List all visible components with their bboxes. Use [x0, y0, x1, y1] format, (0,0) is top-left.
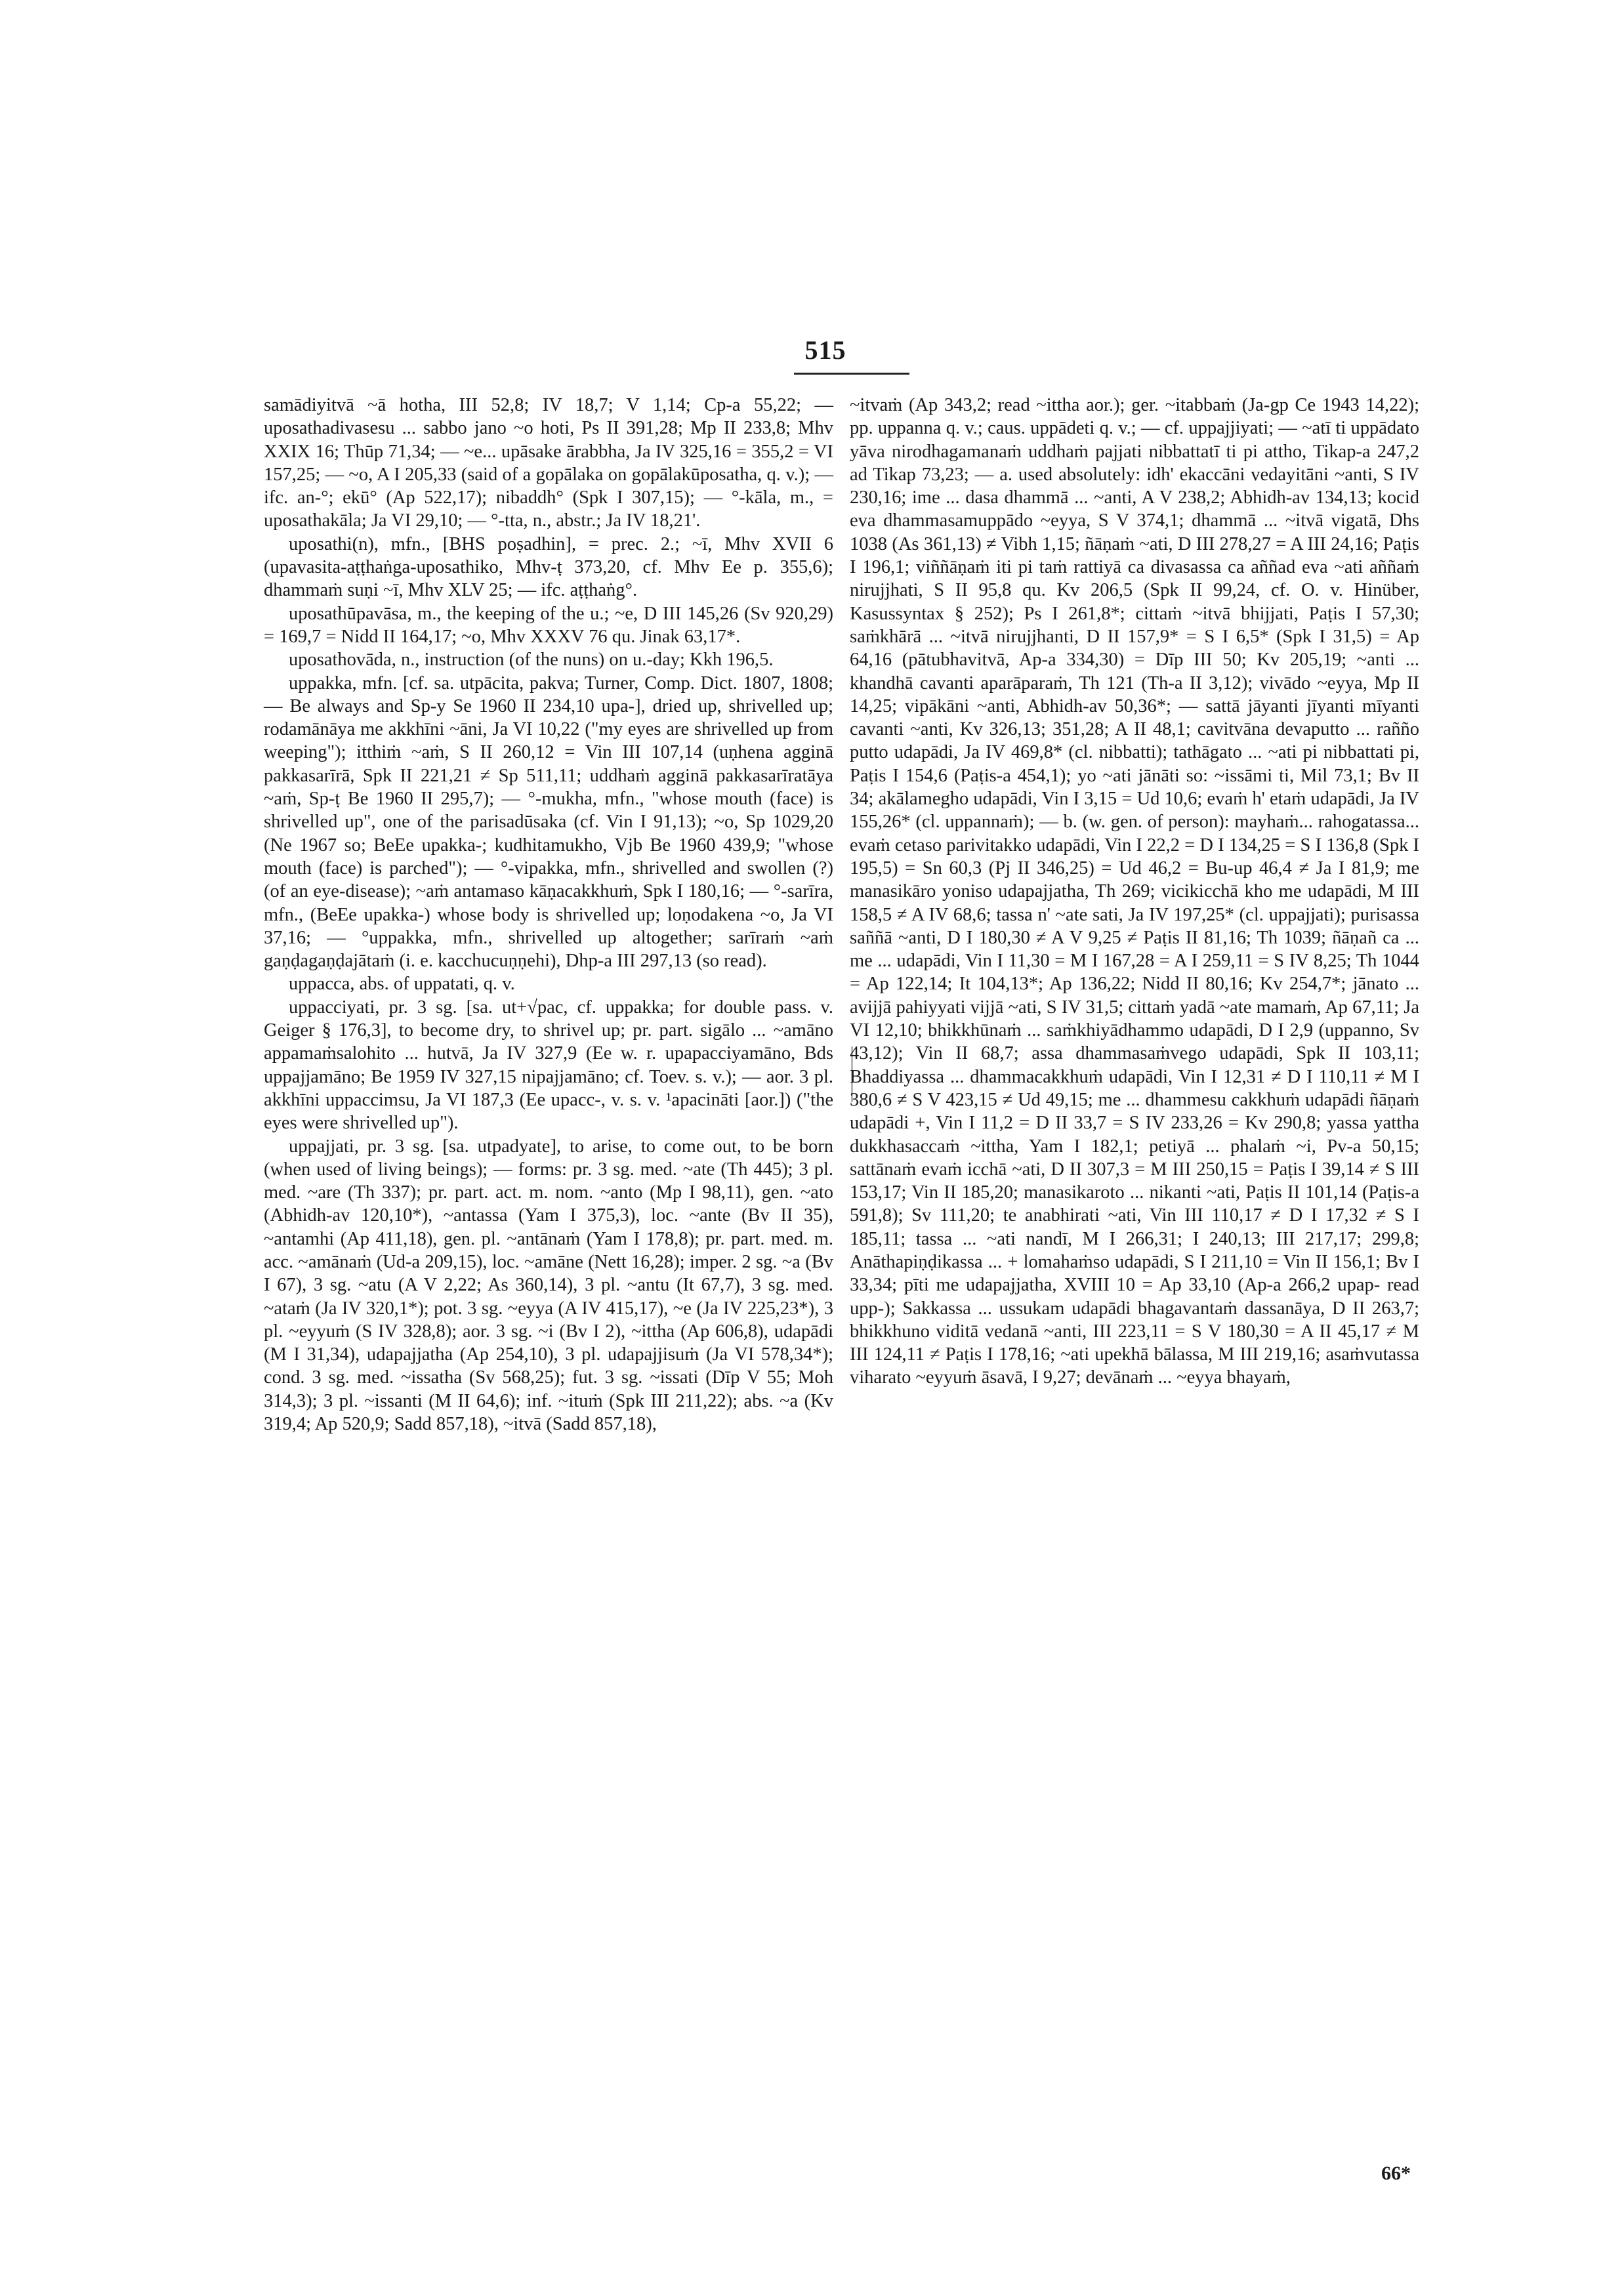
entry-uposathovada: uposathovāda, n., instruction (of the nuns) on u.-day; Kkh 196,5.	[289, 650, 774, 671]
entry-samadiyitva-continuation: samādiyitvā ~ā hotha, III 52,8; IV 18,7; V 1,14; Cp-a 55,22; — uposathadivasesu ... sabbo jano ~o hoti, Ps II 391,28; Mp II 233,8; Mhv XXIX 16; Thūp 71,34; — ~e... upāsake ārabbha, Ja IV 325,16 = 355,2 = VI 157,25; — ~o, A I 205,33 (said of a gopālaka on gopālakūposatha, q. v.); — ifc. an-°; ekū° (Ap 522,17); nibaddh° (Spk I 307,15); — °-kāla, m., = uposathakāla; Ja VI 29,10; — °-tta, n., abstr.; Ja IV 18,21'.	[264, 395, 833, 531]
entry-uppacciyati: uppacciyati, pr. 3 sg. [sa. ut+√pac, cf. uppakka; for double pass. v. Geiger § 176,3], to become dry, to shrivel up; pr. part. sigālo ... ~amāno appamaṁsalohito ... hutvā, Ja IV 327,9 (Ee w. r. upapacciyamāno, Bds uppajjamāno; Be 1959 IV 327,15 nipajjamāno; cf. Toev. s. v.); — aor. 3 pl. akkhīni uppaccimsu, Ja VI 187,3 (Ee upacc-, v. s. v. ¹apacināti [aor.]) ("the eyes were shrivelled up").	[264, 997, 833, 1134]
right-column	[850, 394, 1419, 1390]
entry-uposathupavasa: uposathūpavāsa, m., the keeping of the u.; ~e, D III 145,26 (Sv 920,29) = 169,7 = Nidd II 164,17; ~o, Mhv XXXV 76 qu. Jinak 63,17*.	[264, 603, 833, 647]
entry-uposathin: uposathi(n), mfn., [BHS poṣadhin], = prec. 2.; ~ī, Mhv XVII 6 (upavasita-aṭṭhaṅga-uposathiko, Mhv-ṭ 373,20, cf. Mhv Ee p. 355,6); dhammaṁ suṇi ~ī, Mhv XLV 25; — ifc. aṭṭhaṅg°.	[264, 533, 833, 601]
entry-uppakka: uppakka, mfn. [cf. sa. utpācita, pakva; Turner, Comp. Dict. 1807, 1808; — Be always and Sp-y Se 1960 II 234,10 upa-], dried up, shrivelled up; rodamānāya me akkhīni ~āni, Ja VI 10,22 ("my eyes are shrivelled up from weeping"); itthiṁ ~aṁ, S II 260,12 = Vin III 107,14 (uṇhena agginā pakkasarīrā, Spk II 221,21 ≠ Sp 511,11; uddhaṁ agginā pakkasarīratāya ~aṁ, Sp-ṭ Be 1960 II 295,7); — °-mukha, mfn., "whose mouth (face) is shrivelled up", one of the parisadūsaka (cf. Vin I 91,13); ~o, Sp 1029,20 (Ne 1967 so; BeEe upakka-; kudhitamukho, Vjb Be 1960 439,9; "whose mouth (face) is parched"); — °-vipakka, mfn., shrivelled and swollen (?) (of an eye-disease); ~aṁ antamaso kāṇacakkhuṁ, Spk I 180,16; — °-sarīra, mfn., (BeEe upakka-) whose body is shrivelled up; loṇodakena ~o, Ja VI 37,16; — °uppakka, mfn., shrivelled up altogether; sarīraṁ ~aṁ gaṇḍagaṇḍajātaṁ (i. e. kacchucuṇṇehi), Dhp-a III 297,13 (so read).	[264, 672, 833, 972]
header-rule	[794, 373, 909, 375]
entry-uppacca: uppacca, abs. of uppatati, q. v.	[289, 974, 515, 995]
entry-uppajjati-continuation: ~itvaṁ (Ap 343,2; read ~ittha aor.); ger. ~itabbaṁ (Ja-gp Ce 1943 14,22); pp. uppanna q. v.; caus. uppādeti q. v.; — cf. uppajjiyati; — ~atī ti uppādato yāva nirodhagamanaṁ uddhaṁ pajjati nibbattatī ti pi attho, Tikap-a 247,2 ad Tikap 73,23; — a. used absolutely: idh' ekaccāni vedayitāni ~anti, S IV 230,16; ime ... dasa dhammā ... ~anti, A V 238,2; Abhidh-av 134,13; kocid eva dhammasamuppādo ~eyya, S V 374,1; dhammā ... ~itvā vigatā, Dhs 1038 (As 361,13) ≠ Vibh 1,15; ñāṇaṁ ~ati, D III 278,27 = A III 24,16; Paṭis I 196,1; viññāṇaṁ iti pi taṁ rattiyā ca divasassa ca aññad eva ~ati aññaṁ nirujjhati, S II 95,8 qu. Kv 206,5 (Spk II 99,24, cf. O. v. Hinüber, Kasussyntax § 252); Ps I 261,8*; cittaṁ ~itvā bhijjati, Paṭis I 57,30; saṁkhārā ... ~itvā nirujjhanti, D II 157,9* = S I 6,5* (Spk I 31,5) = Ap 64,16 (pātubhavitvā, Ap-a 334,30) = Dīp III 50; Kv 205,19; ~anti ... khandhā cavanti aparāparaṁ, Th 121 (Th-a II 3,12); vivādo ~eyya, Mp II 14,25; vipākāni ~anti, Abhidh-av 50,36*; — sattā jāyanti jīyanti mīyanti cavanti ~anti, Kv 326,13; 351,28; A II 48,1; cavitvāna devaputto ... rañño putto udapādi, Ja IV 469,8* (cl. nibbatti); tathāgato ... ~ati pi nibbattati pi, Paṭis I 154,6 (Paṭis-a 454,1); yo ~ati jānāti so: ~issāmi ti, Mil 73,1; Bv II 34; akālamegho udapādi, Vin I 3,15 = Ud 10,6; evaṁ h' etaṁ udapādi, Ja IV 155,26* (cl. uppannaṁ); — b. (w. gen. of person): mayhaṁ... rahogatassa... evaṁ cetaso parivitakko udapādi, Vin I 22,2 = D I 134,25 = S I 136,8 (Spk I 195,5) = Sn 60,3 (Pj II 346,25) = Ud 46,2 = Bu-up 46,4 ≠ Ja I 81,9; me manasikāro yoniso udapajjatha, Th 269; vicikicchā kho me udapādi, M III 158,5 ≠ A IV 68,6; tassa n' ~ate sati, Ja IV 197,25* (cl. uppajjati); purisassa saññā ~anti, D I 180,30 ≠ A V 9,25 ≠ Paṭis II 81,16; Th 1039; ñāṇañ ca ... me ... udapādi, Vin I 11,30 = M I 167,28 = A I 259,11 = S IV 8,25; Th 1044 = Ap 122,14; It 104,13*; Ap 136,22; Nidd II 80,16; Kv 254,7*; jānato ... avijjā pahiyyati vijjā ~ati, S IV 31,5; cittaṁ yadā ~ate mamaṁ, Ap 67,11; Ja VI 12,10; bhikkhūnaṁ ... saṁkhiyādhammo udapādi, D I 2,9 (uppanno, Sv 43,12); Vin II 68,7; assa dhammasaṁvego udapādi, Spk II 103,11; Bhaddiyassa ... dhammacakkhuṁ udapādi, Vin I 12,31 ≠ D I 110,11 ≠ M I 380,6 ≠ S V 423,15 ≠ Ud 49,15; me ... dhammesu cakkhuṁ udapādi ñāṇaṁ udapādi +, Vin I 11,2 = D II 33,7 = S IV 233,26 = Kv 290,8; yassa yattha dukkhasaccaṁ ~ittha, Yam I 182,1; petiyā ... phalaṁ ~i, Pv-a 50,15; sattānaṁ evaṁ icchā ~ati, D II 307,3 = M III 250,15 = Paṭis I 39,14 ≠ S III 153,17; Vin II 185,20; manasikaroto ... nikanti ~ati, Paṭis II 101,14 (Paṭis-a 591,8); Sv 111,20; te anabhirati ~ati, Vin III 110,17 ≠ D I 17,32 ≠ S I 185,11; tassa ... ~ati nandī, M I 266,31; I 240,13; III 217,17; 299,8; Anāthapiṇḍikassa ... + lomahaṁso udapādi, S I 211,10 = Vin II 156,1; Bv I 33,34; pīti me udapajjatha, XVIII 10 = Ap 33,10 (Ap-a 266,2 upap- read upp-); Sakkassa ... ussukam udapādi bhagavantaṁ dassanāya, D II 263,7; bhikkhuno viditā vedanā ~anti, III 223,11 = S V 180,30 = A II 45,17 ≠ M III 124,11 ≠ Paṭis I 178,16; ~ati upekhā bālassa, M III 219,16; asaṁvutassa viharato ~eyyuṁ āsavā, I 9,27; devānaṁ ... ~eyya bhayaṁ,	[850, 395, 1419, 1388]
sheet-signature: 66*	[1381, 2162, 1411, 2184]
page-number: 515	[804, 335, 846, 365]
entry-uppajjati: uppajjati, pr. 3 sg. [sa. utpadyate], to arise, to come out, to be born (when used of living beings); — forms: pr. 3 sg. med. ~ate (Th 445); 3 pl. med. ~are (Th 337); pr. part. act. m. nom. ~anto (Mp I 98,11), gen. ~ato (Abhidh-av 120,10*), ~antassa (Yam I 375,3), loc. ~ante (Bv II 35), ~antamhi (Ap 411,18), gen. pl. ~antānaṁ (Yam I 178,8); pr. part. med. m. acc. ~amānaṁ (Ud-a 209,15), loc. ~amāne (Nett 16,28); imper. 2 sg. ~a (Bv I 67), 3 sg. ~atu (A V 2,22; As 360,14), 3 pl. ~antu (It 67,7), 3 sg. med. ~ataṁ (Ja IV 320,1*); pot. 3 sg. ~eyya (A IV 415,17), ~e (Ja IV 225,23*), 3 pl. ~eyyuṁ (S IV 328,8); aor. 3 sg. ~i (Bv I 2), ~ittha (Ap 606,8), udapādi (M I 31,34), udapajjatha (Ap 254,10), 3 pl. udapajjisuṁ (Ja VI 578,34*); cond. 3 sg. med. ~issatha (Sv 568,25); fut. 3 sg. ~issati (Dīp V 55; Moh 314,3); 3 pl. ~issanti (M II 64,6); inf. ~ituṁ (Spk III 211,22); abs. ~a (Kv 319,4; Ap 520,9; Sadd 857,18), ~itvā (Sadd 857,18),	[264, 1136, 833, 1435]
left-column	[264, 394, 833, 1436]
